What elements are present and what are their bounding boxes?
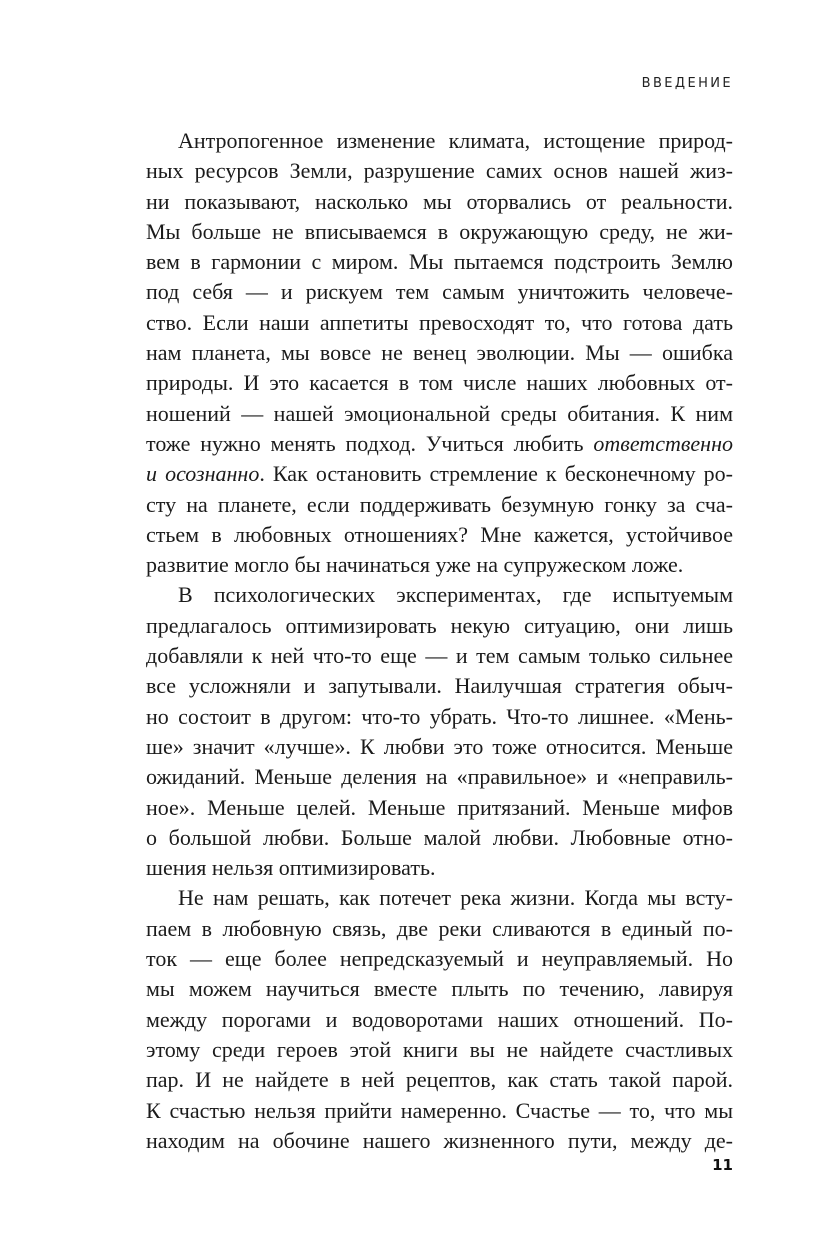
text-line: природы. И это касается в том числе наших любовных от- <box>146 370 733 396</box>
text-line: все усложняли и запутывали. Наилучшая стратегия обыч- <box>146 673 733 699</box>
text-line: добавляли к ней что-то еще — и тем самым только сильнее <box>146 643 733 669</box>
page-number: 11 <box>712 1156 733 1174</box>
text-line: о большой любви. Больше малой любви. Любовные отно- <box>146 824 733 850</box>
text-line: ни показывают, насколько мы оторвались от реальности. <box>146 188 733 214</box>
text-line: Не нам решать, как потечет река жизни. Когда мы всту- <box>178 885 733 911</box>
text-line: К счастью нельзя прийти намеренно. Счастье — то, что мы <box>146 1097 733 1123</box>
text-line: между порогами и водоворотами наших отношений. По- <box>146 1006 733 1032</box>
text-line: вем в гармонии с миром. Мы пытаемся подстроить Землю <box>146 249 733 275</box>
text-run: тоже нужно менять подход. Учиться любить <box>146 430 594 456</box>
text-line: но состоит в другом: что-то убрать. Что-то лишнее. «Мень- <box>146 703 733 729</box>
text-line: сту на планете, если поддерживать безумную гонку за сча- <box>146 491 733 517</box>
text-line: развитие могло бы начинаться уже на супружеском ложе. <box>146 552 684 578</box>
text-line: ток — еще более непредсказуемый и неуправляемый. Но <box>146 946 733 972</box>
text-line: ше» значит «лучше». К любви это тоже относится. Меньше <box>146 733 733 759</box>
body-text <box>146 126 733 1156</box>
text-line: пар. И не найдете в ней рецептов, как стать такой парой. <box>146 1067 733 1093</box>
text-line: под себя — и рискуем тем самым уничтожить человече- <box>146 279 733 305</box>
text-line: ожиданий. Меньше деления на «правильное» и «неправиль- <box>146 764 733 790</box>
text-line: ношений — нашей эмоциональной среды обитания. К ним <box>146 400 733 426</box>
text-line: ное». Меньше целей. Меньше притязаний. Меньше мифов <box>146 794 733 820</box>
text-line <box>146 459 733 489</box>
text-line <box>146 429 733 459</box>
emphasis-text: ответственно <box>593 430 733 456</box>
text-line: Мы больше не вписываемся в окружающую среду, не жи- <box>146 218 733 244</box>
text-line: находим на обочине нашего жизненного пути, между де- <box>146 1127 733 1153</box>
text-line: шения нельзя оптимизировать. <box>146 855 436 881</box>
text-line: паем в любовную связь, две реки сливаются в единый по- <box>146 915 733 941</box>
text-line: ных ресурсов Земли, разрушение самих основ нашей жиз- <box>146 158 733 184</box>
running-head: ВВЕДЕНИЕ <box>641 76 733 91</box>
emphasis-text: и осознанно <box>146 461 260 487</box>
text-run: . Как остановить стремление к бесконечному ро- <box>259 461 733 487</box>
text-line: В психологических экспериментах, где испытуемым <box>178 582 733 608</box>
text-line: ство. Если наши аппетиты превосходят то, что готова дать <box>146 309 733 335</box>
text-line: мы можем научиться вместе плыть по течению, лавируя <box>146 976 733 1002</box>
text-line: Антропогенное изменение климата, истощение природ- <box>178 128 733 153</box>
text-line: предлагалось оптимизировать некую ситуацию, они лишь <box>146 612 733 638</box>
text-line: стьем в любовных отношениях? Мне кажется, устойчивое <box>146 521 733 547</box>
text-line: нам планета, мы вовсе не венец эволюции. Мы — ошибка <box>146 340 733 366</box>
text-line: этому среди героев этой книги вы не найдете счастливых <box>146 1036 733 1062</box>
